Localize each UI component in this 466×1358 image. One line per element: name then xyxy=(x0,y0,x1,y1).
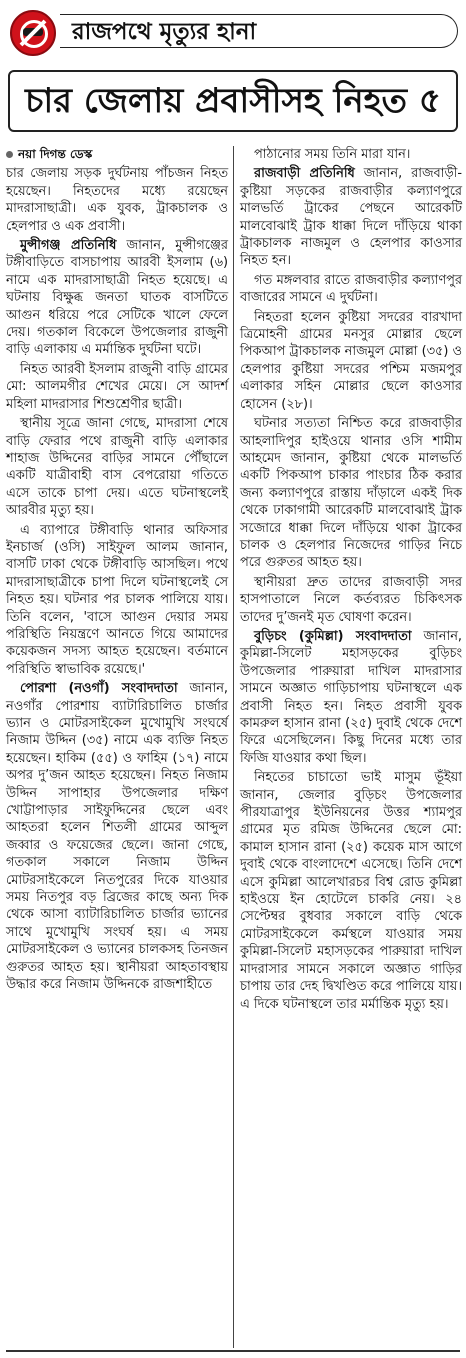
paragraph: নিহত আরবী ইসলাম রাজুনী বাড়ি গ্রামের মো: আলমগীর শেখের মেয়ে। সে আদর্শ মহিলা মাদরাসার শিশুশ্রেণীর ছাত্রী। xyxy=(6,361,228,412)
section-kicker: রাজপথে মৃত্যুর হানা xyxy=(60,14,458,48)
bottom-rule xyxy=(6,1350,460,1352)
dateline-text: নয়া দিগন্ত ডেস্ক xyxy=(18,147,93,161)
article-column-right xyxy=(240,146,462,1015)
paragraph: পাঠানোর সময় তিনি মারা যান। xyxy=(254,147,411,162)
paragraph: স্থানীয়রা দ্রুত তাদের রাজবাড়ী সদর হাসপাতালে নিলে কর্তব্যরত চিকিৎসক তাদের দু’জনই মৃত ঘোষণা করেন। xyxy=(240,574,462,625)
paragraph: মুন্সীগঞ্জ প্রতিনিধি জানান, মুন্সীগঞ্জের টঙ্গীবাড়িতে বাসচাপায় আরবী ইসলাম (৬) নামে এক মাদরাসাছাত্রী নিহত হয়েছে। এ ঘটনায় বিক্ষুব্ধ জনতা ঘাতক বাসটিতে আগুন ধরিয়ে পরে সেটিকে খালে ফেলে দেয়। গতকাল বিকেলে উপজেলার রাজুনী বাড়ি এলাকায় এ মর্মান্তিক দুর্ঘটনা ঘটে। xyxy=(6,238,228,358)
paragraph: নিহতের চাচাতো ভাই মাসুম ভূঁইয়া জানান, জেলার বুড়িচং উপজেলার পীরযাত্রাপুর ইউনিয়নের উত্তর শ্যামপুর গ্রামের মৃত রমিজ উদ্দিনের ছেলে মো: কামাল হাসান রানা (২৫) কয়েক মাস আগে দুবাই থেকে বাংলাদেশে এসেছে। তিনি দেশে এসে কুমিল্লা আলেখারচর বিশ্ব রোড কুমিল্লা হাইওয়ে ইন হোটেলে চাকরি নেয়। ২৪ সেপ্টেম্বর বুধবার সকালে বাড়ি থেকে মোটরসাইকেলে কর্মস্থলে যাওয়ার সময় কুমিল্লা-সিলেট মহাসড়কের পারুয়ারা দাখিল মাদরাসার সামনে সকালে অজ্ঞাত গাড়ির চাপায় তার দেহ দ্বিখণ্ডিত করে পালিয়ে যায়। এ দিকে ঘটনাস্থলে তার মর্মান্তিক মৃত্যু হয়। xyxy=(240,770,462,1012)
paragraph: ঘটনার সত্যতা নিশ্চিত করে রাজবাড়ীর আহলাদিপুর হাইওয়ে থানার ওসি শামীম আহমেদ জানান, কুষ্টিয়া থেকে মালভর্তি একটি পিকআপ চাকার পাংচার ঠিক করার জন্য কল্যাণপুরে রাস্তায় দাঁড়ালে একই দিক থেকে ঢাকাগামী আরেকটি মালবোঝাই ট্রাক সজোরে ধাক্কা দিলে দাঁড়িয়ে থাকা ট্রাকের চালক ও হেলপার নিজেদের গাড়ির নিচে পরে গুরুতর আহত হয়। xyxy=(240,416,462,571)
paragraph: এ ব্যাপারে টঙ্গীবাড়ি থানার অফিসার ইনচার্জ (ওসি) সাইফুল আলম জানান, বাসটি ঢাকা থেকে টঙ্গীবাড়ি আসছিল। পথে মাদরাসাছাত্রীকে চাপা দিলে ঘটনাস্থলেই সে নিহত হয়। ঘটনার পর চালক পালিয়ে যায়। তিনি বলেন, 'বাসে আগুন দেয়ার সময় পরিস্থিতি নিয়ন্ত্রণে আনতে গিয়ে আমাদের কয়েকজন সদস্য আহত হয়েছেন। বর্তমানে পরিস্থিতি স্বাভাবিক রয়েছে।' xyxy=(6,522,228,677)
section-banner xyxy=(6,8,460,52)
reporter-credit: মুন্সীগঞ্জ প্রতিনিধি xyxy=(20,238,117,254)
road-accident-logo-icon xyxy=(10,10,56,56)
paragraph: রাজবাড়ী প্রতিনিধি জানান, রাজবাড়ী-কুষ্টিয়া সড়কের রাজবাড়ীর কল্যাণপুরে মালভর্তি ট্রাকের পেছনে আরেকটি মালবোঝাই ট্রাক ধাক্কা দিলে দাঁড়িয়ে থাকা ট্রাকচালক নাজমুল ও হেলপার কাওসার নিহত হন। xyxy=(240,166,462,269)
paragraph: গত মঙ্গলবার রাতে রাজবাড়ীর কল্যাণপুর বাজারের সামনে এ দুর্ঘটনা। xyxy=(240,272,462,306)
article-column-left xyxy=(6,146,228,996)
reporter-credit: রাজবাড়ী প্রতিনিধি xyxy=(254,166,355,182)
paragraph: বুড়িচং (কুমিল্লা) সংবাদদাতা জানান, কুমিল্লা-সিলেট মহাসড়কের বুড়িচং উপজেলার পারুয়ারা দাখিল মাদরাসার সামনে অজ্ঞাত গাড়িচাপায় ঘটনাস্থলে এক প্রবাসী নিহত হন। নিহত প্রবাসী যুবক কামরুল হাসান রানা (২৫) দুবাই থেকে দেশে ফিরে এসেছিলেন। কিছু দিনের মধ্যে তার ফিজি যাওয়ার কথা ছিল। xyxy=(240,628,462,766)
reporter-credit: বুড়িচং (কুমিল্লা) সংবাদদাতা xyxy=(254,628,412,644)
paragraph: পোরশা (নওগাঁ) সংবাদদাতা জানান, নওগাঁর পোরশায় ব্যাটারিচালিত চার্জার ভ্যান ও মোটরসাইকেল মুখোমুখি সংঘর্ষে নিজাম উদ্দিন (৩৫) নামে এক ব্যক্তি নিহত হয়েছেন। হাকিম (৫৫) ও ফাহিম (১৭) নামে অপর দু’জন আহত হয়েছেন। নিহত নিজাম উদ্দিন সাপাহার উপজেলার দক্ষিণ খোট্টাপাড়ার সাইফুদ্দিনের ছেলে এবং আহতরা হলেন শিতলী গ্রামের আব্দুল জব্বার ও ফয়েজের ছেলে। জানা গেছে, গতকাল সকালে নিজাম উদ্দিন মোটরসাইকেলে নিতপুরের দিকে যাওয়ার সময় নিতপুর বড় ব্রিজের কাছে অন্য দিক থেকে আসা ব্যাটারিচালিত চার্জার ভ্যানের সাথে মুখোমুখি সংঘর্ষ হয়। এ সময় মোটরসাইকেল ও ভ্যানের চালকসহ তিনজন গুরুতর আহত হয়। স্থানীয়রা আহতাবস্থায় উদ্ধার করে নিজাম উদ্দিনকে রাজশাহীতে xyxy=(6,681,228,993)
paragraph: নিহতরা হলেন কুষ্টিয়া সদরের বারখাদা ত্রিমোহনী গ্রামের মনসুর মোল্লার ছেলে পিকআপ ট্রাকচালক নাজমুল মোল্লা (৩৫) ও হেলপার কুষ্টিয়া সদরের পশ্চিম মজমপুর এলাকার সহিন মোল্লার ছেলে কাওসার হোসেন (২৮)। xyxy=(240,309,463,412)
column-divider xyxy=(233,146,234,1348)
bullet-icon xyxy=(6,151,13,158)
reporter-credit: পোরশা (নওগাঁ) সংবাদদাতা xyxy=(20,681,178,697)
paragraph: চার জেলায় সড়ক দুর্ঘটনায় পাঁচজন নিহত হয়েছেন। নিহতদের মধ্যে রয়েছেন মাদরাসাছাত্রী। এক যুবক, ট্রাকচালক ও হেলপার ও এক প্রবাসী। xyxy=(6,166,228,234)
paragraph: স্থানীয় সূত্রে জানা গেছে, মাদরাসা শেষে বাড়ি ফেরার পথে রাজুনী বাড়ি এলাকার শাহাজ উদ্দিনের বাড়ির সামনে পৌঁছালে একটি যাত্রীবাহী বাস বেপরোয়া গতিতে এসে তাকে চাপা দেয়। এতে ঘটনাস্থলেই আরবীর মৃত্যু হয়। xyxy=(6,416,228,519)
dateline xyxy=(6,146,228,163)
headline: চার জেলায় প্রবাসীসহ নিহত ৫ xyxy=(8,70,458,132)
